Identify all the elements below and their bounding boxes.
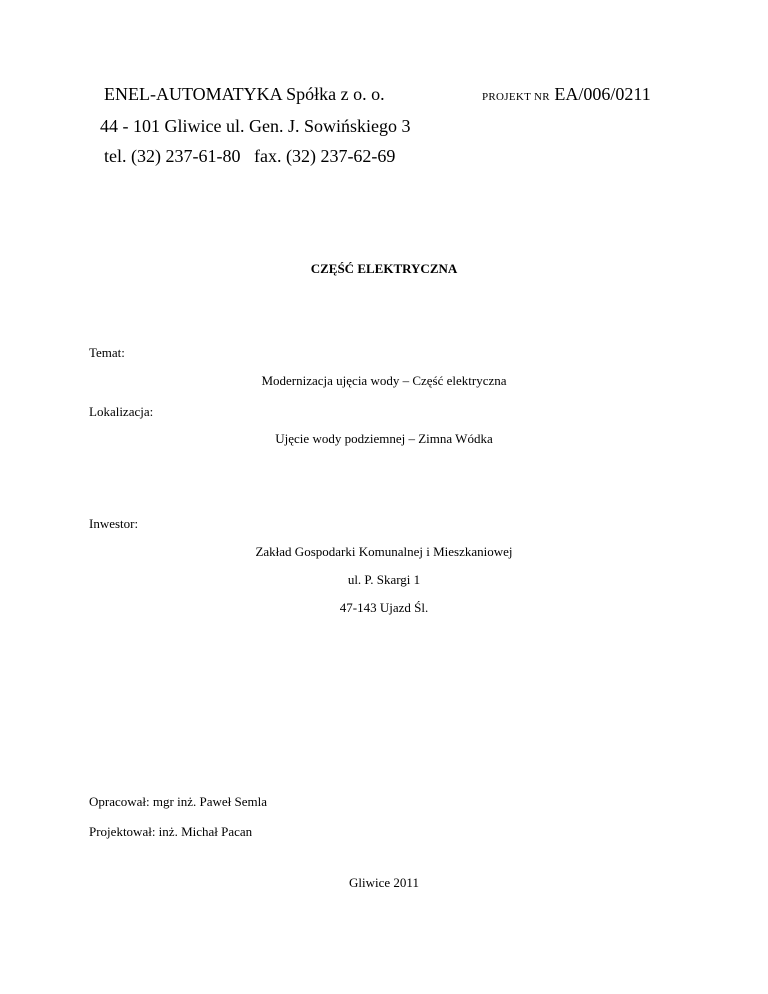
- topic-value: Modernizacja ujęcia wody – Część elektryczna: [261, 373, 507, 388]
- investor-city: 47-143 Ujazd Śl.: [339, 600, 429, 615]
- designed-by: Projektował: inż. Michał Pacan: [89, 824, 253, 839]
- project-prefix: PROJEKT NR: [482, 91, 550, 103]
- project-number: [482, 85, 651, 103]
- location-value: Ujęcie wody podziemnej – Zimna Wódka: [275, 431, 493, 446]
- section-title: CZĘŚĆ ELEKTRYCZNA: [310, 261, 458, 276]
- company-address: 44 - 101 Gliwice ul. Gen. J. Sowińskiego 3: [100, 116, 411, 136]
- company-phone: tel. (32) 237-61-80 fax. (32) 237-62-69: [104, 146, 396, 166]
- company-name: ENEL-AUTOMATYKA Spółka z o. o.: [104, 84, 385, 104]
- topic-label: Temat:: [89, 345, 125, 360]
- prepared-by: Opracował: mgr inż. Paweł Semla: [89, 794, 267, 809]
- investor-street: ul. P. Skargi 1: [347, 572, 421, 587]
- location-label: Lokalizacja:: [89, 404, 154, 419]
- investor-label: Inwestor:: [89, 516, 139, 531]
- project-number-value: EA/006/0211: [554, 84, 651, 104]
- place-date: Gliwice 2011: [349, 875, 419, 890]
- investor-name: Zakład Gospodarki Komunalnej i Mieszkaniowej: [255, 544, 513, 559]
